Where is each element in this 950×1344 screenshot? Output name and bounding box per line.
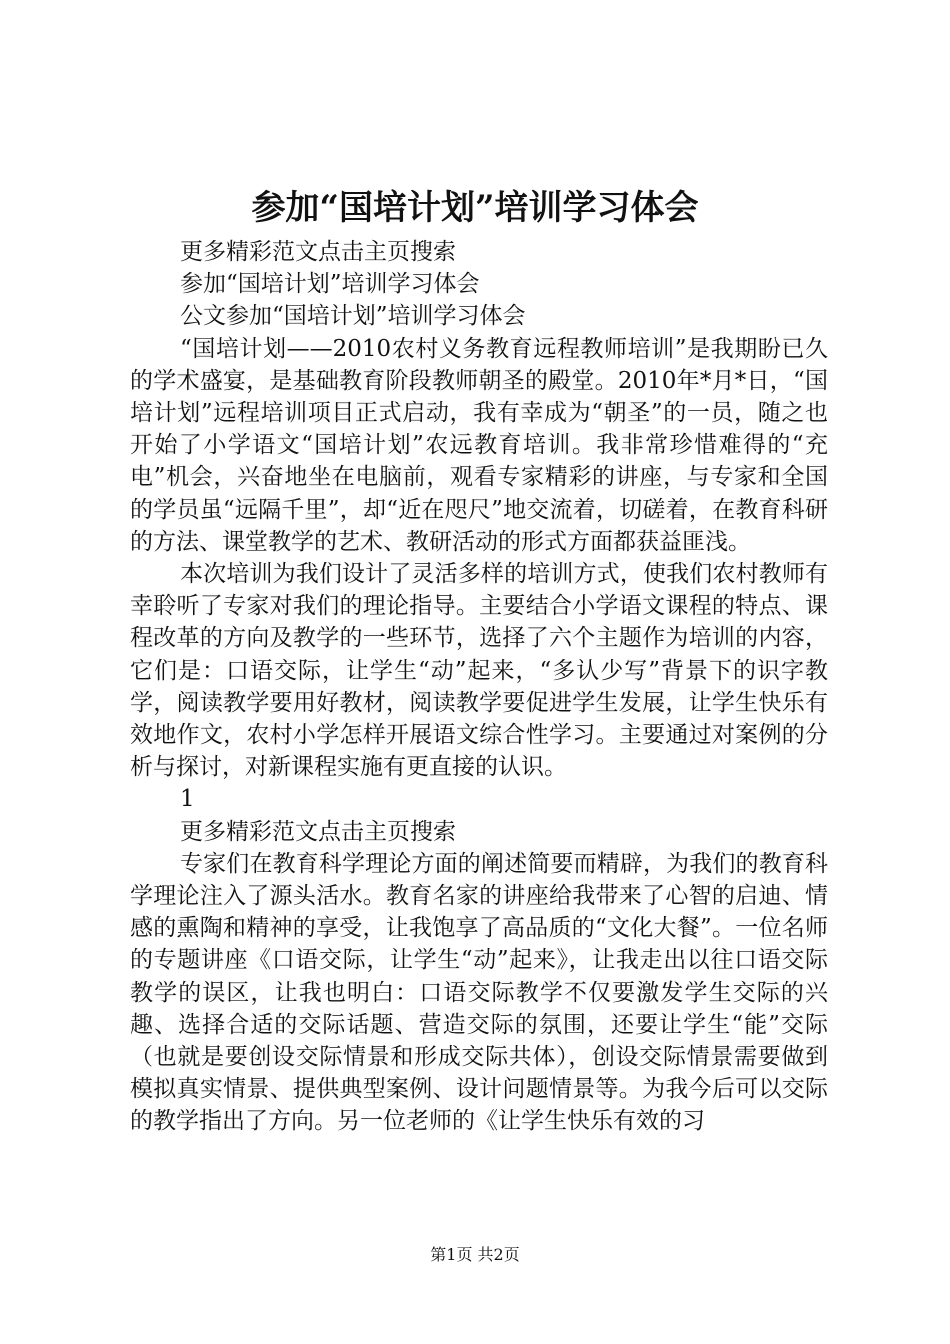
page-marker: 1 [180, 786, 195, 813]
page-footer: 第1页 共2页 [430, 1245, 520, 1264]
document-body [130, 236, 828, 1138]
header-line-3: 公文参加“国培计划”培训学习体会 [180, 303, 526, 330]
body-paragraph-1: “国培计划——2010农村义务教育远程教师培训”是我期盼已久的学术盛宴，是基础教育阶段教师朝圣的殿堂。2010年*月*日，“国培计划”远程培训项目正式启动，我有幸成为“朝圣”的一员，随之也开始了小学语文“国培计划”农远教育培训。我非常珍惜难得的“充电”机会，兴奋地坐在电脑前，观看专家精彩的讲座，与专家和全国的学员虽“远隔千里”，却“近在咫尺”地交流着，切磋着，在教育科研的方法、课堂教学的艺术、教研活动的形式方面都获益匪浅。 [130, 335, 828, 555]
repeat-header-line: 更多精彩范文点击主页搜索 [180, 818, 456, 845]
header-line-2: 参加“国培计划”培训学习体会 [180, 271, 480, 298]
body-paragraph-3: 专家们在教育科学理论方面的阐述简要而精辟，为我们的教育科学理论注入了源头活水。教育名家的讲座给我带来了心智的启迪、情感的熏陶和精神的享受，让我饱享了高品质的“文化大餐”。一位名师的专题讲座《口语交际，让学生“动”起来》，让我走出以往口语交际教学的误区，让我也明白：口语交际教学不仅要激发学生交际的兴趣、选择合适的交际话题、营造交际的氛围，还要让学生“能”交际（也就是要创设交际情景和形成交际共体），创设交际情景需要做到模拟真实情景、提供典型案例、设计问题情景等。为我今后可以交际的教学指出了方向。另一位老师的《让学生快乐有效的习 [130, 850, 828, 1135]
document-title: 参加“国培计划”培训学习体会 [251, 188, 699, 228]
header-line-1: 更多精彩范文点击主页搜索 [180, 239, 456, 265]
body-paragraph-2: 本次培训为我们设计了灵活多样的培训方式，使我们农村教师有幸聆听了专家对我们的理论指导。主要结合小学语文课程的特点、课程改革的方向及教学的一些环节，选择了六个主题作为培训的内容，它们是：口语交际，让学生“动”起来，“多认少写”背景下的识字教学，阅读教学要用好教材，阅读教学要促进学生发展，让学生快乐有效地作文，农村小学怎样开展语文综合性学习。主要通过对案例的分析与探讨，对新课程实施有更直接的认识。 [130, 561, 828, 781]
